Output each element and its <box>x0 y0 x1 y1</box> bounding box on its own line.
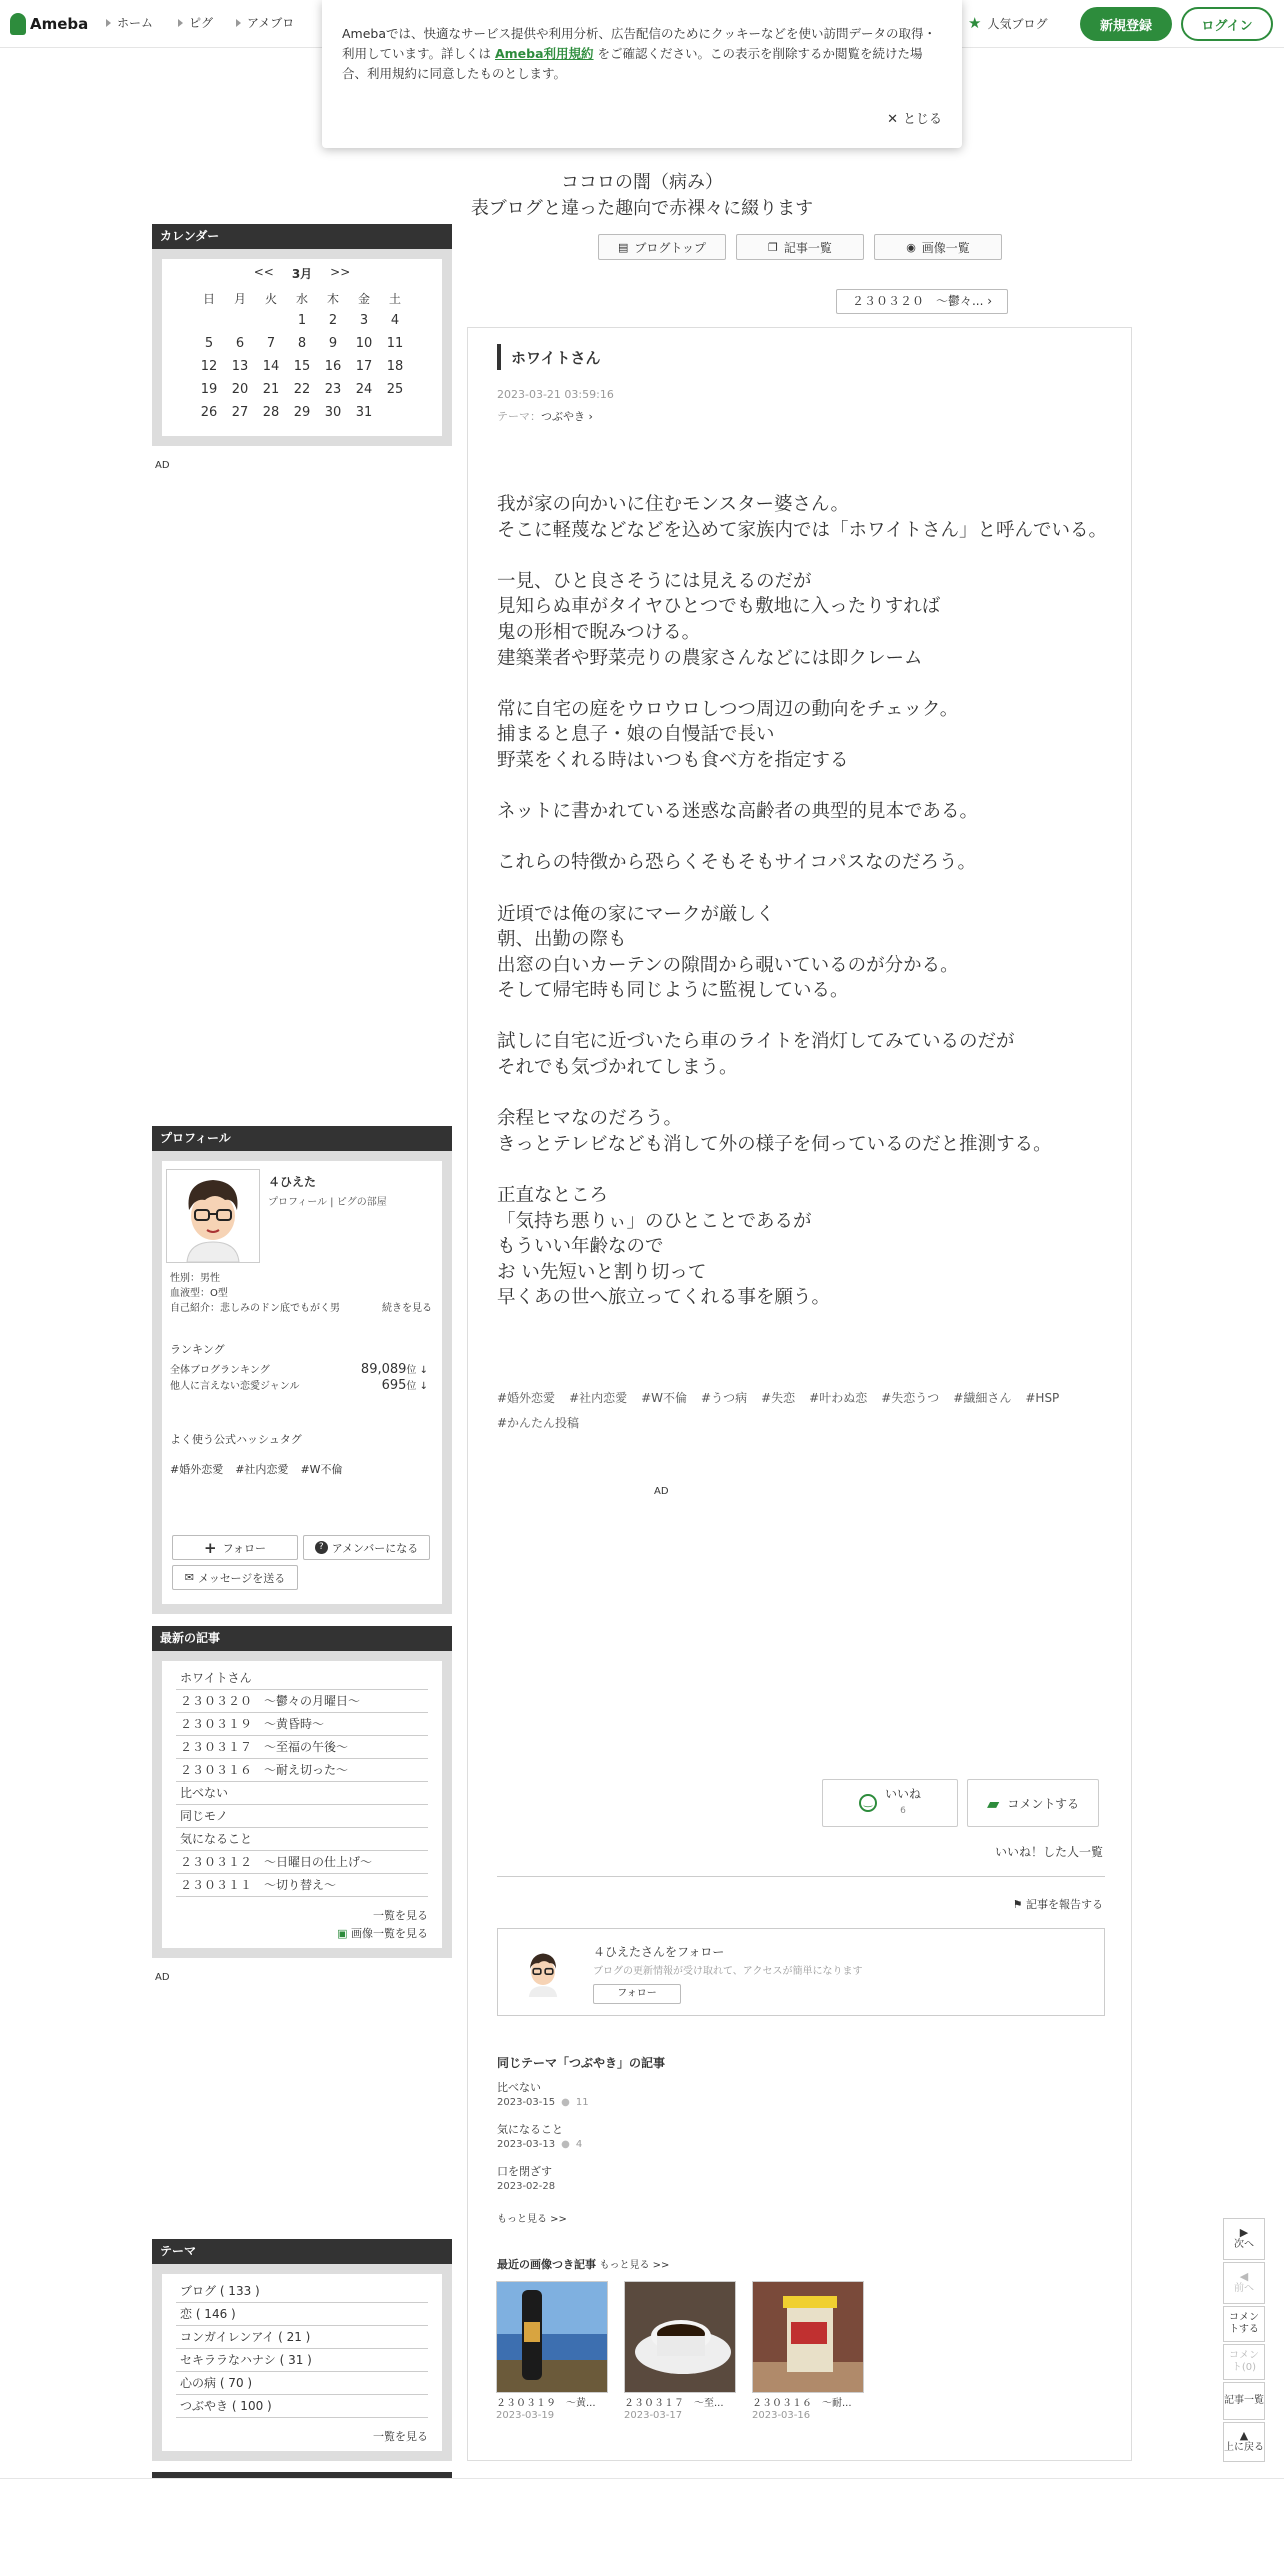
calendar-day[interactable]: 1 <box>297 313 307 328</box>
calendar-weekday: 木 <box>326 291 339 306</box>
prev-article-button[interactable] <box>836 289 1008 314</box>
nav-ameblo[interactable] <box>236 14 294 31</box>
calendar-day[interactable]: 13 <box>231 359 249 374</box>
latest-header: 最新の記事 <box>152 1626 452 1651</box>
calendar-day[interactable]: 29 <box>293 405 311 420</box>
rail-list-label: 記事一覧 <box>1224 2395 1264 2406</box>
latest-inner <box>162 1661 442 1948</box>
like-count-icon: ● <box>561 2139 570 2150</box>
profile-gender: 性別：男性 <box>170 1273 220 1284</box>
star-icon: ★ <box>968 14 982 32</box>
cookie-text-1: Amebaでは、快適なサービス提供や利用分析、広告配信のためにクッキーなどを使い訪問データの取得・利用しています。詳しくは <box>342 26 937 61</box>
triangle-icon <box>106 19 111 27</box>
theme-link[interactable]: コンガイレンアイ ( 21 ) <box>176 2326 428 2349</box>
latest-article-link[interactable]: ２３０３１２ 〜日曜日の仕上げ〜 <box>176 1851 428 1874</box>
login-button[interactable]: ログイン <box>1181 7 1273 41</box>
rank1-unit: 位 <box>406 1365 417 1376</box>
profile-blood: 血液型：O型 <box>170 1288 228 1299</box>
profile-hashtag[interactable]: #婚外恋愛 <box>170 1463 224 1476</box>
hashtag-title: よく使う公式ハッシュタグ <box>170 1433 302 1446</box>
calendar-box <box>152 224 452 446</box>
message-button[interactable] <box>172 1565 298 1590</box>
rank2-unit: 位 <box>406 1381 417 1392</box>
blog-title[interactable]: ココロの闇（病み） <box>561 172 723 193</box>
same-theme-date: 2023-03-15 <box>497 2097 556 2108</box>
calendar-day[interactable]: 18 <box>386 359 404 374</box>
article-tags <box>497 1386 1109 1436</box>
theme-list <box>176 2280 428 2418</box>
nav-popular-blog[interactable] <box>968 14 1047 32</box>
article-paragraph: ネットに書かれている迷惑な高齢者の典型的見本である。 <box>497 801 979 823</box>
article-paragraph: 近頃では俺の家にマークが厳しく 朝、出勤の際も 出窓の白いカーテンの隙間から覗いているのが分かる。 そして帰宅時も同じように監視している。 <box>497 903 959 1002</box>
calendar-table <box>194 287 411 424</box>
calendar-day[interactable]: 30 <box>324 405 342 420</box>
latest-article-link[interactable]: 同じモノ <box>176 1805 428 1828</box>
rank1-label: 全体ブログランキング <box>170 1365 270 1376</box>
article-card <box>467 327 1132 2461</box>
rank2-label: 他人に言えない恋愛ジャンル <box>170 1381 300 1392</box>
latest-article-link[interactable]: ２３０３１９ 〜黄昏時〜 <box>176 1713 428 1736</box>
theme-link[interactable]: セキララなハナシ ( 31 ) <box>176 2349 428 2372</box>
calendar-month: 3月 <box>291 267 313 281</box>
recent-image-title[interactable]: ２３０３１９ 〜黄... <box>496 2398 596 2409</box>
recent-image-date: 2023-03-16 <box>752 2410 811 2421</box>
rail-prev-label: 前へ <box>1234 2283 1254 2294</box>
recent-image-thumb[interactable] <box>624 2281 736 2393</box>
calendar-day[interactable]: 28 <box>262 405 280 420</box>
image-list-button[interactable] <box>874 234 1002 260</box>
latest-images-link[interactable]: 画像一覧を見る <box>351 1927 428 1940</box>
calendar-day <box>225 309 256 332</box>
themes-box <box>152 2239 452 2461</box>
latest-article-link[interactable]: ２３０３１６ 〜耐え切った〜 <box>176 1759 428 1782</box>
rail-comment-label: コメントする <box>1229 2312 1259 2335</box>
same-theme-count: 4 <box>575 2139 583 2150</box>
same-theme-title: 同じテーマ「つぶやき」の記事 <box>497 2056 666 2070</box>
rail-article-list[interactable] <box>1223 2382 1265 2420</box>
follow-label: フォロー <box>222 1541 267 1555</box>
calendar-day[interactable]: 10 <box>355 336 373 351</box>
play-icon: ▶ <box>1239 2226 1249 2239</box>
message-label: メッセージを送る <box>197 1571 286 1585</box>
comment-button[interactable] <box>967 1779 1099 1827</box>
themes-header: テーマ <box>152 2239 452 2264</box>
image-icon: ▣ <box>337 1927 348 1940</box>
calendar-day[interactable]: 23 <box>324 382 342 397</box>
calendar-day[interactable]: 21 <box>262 382 280 397</box>
image-list-label: 画像一覧 <box>921 240 970 255</box>
like-button[interactable] <box>822 1779 958 1827</box>
article-paragraph: 一見、ひと良さそうには見えるのだが 見知らぬ車がタイヤひとつでも敷地に入ったりすれば 鬼の形相で睨みつける。 建築業者や野菜売りの農家さんなどには即クレーム <box>497 570 941 669</box>
comment-icon: ▰ <box>987 1793 1000 1813</box>
like-count-icon: ● <box>561 2097 570 2108</box>
follow-button[interactable] <box>172 1535 298 1560</box>
rail-next-button[interactable] <box>1223 2218 1265 2260</box>
calendar-day[interactable]: 4 <box>390 313 400 328</box>
amember-button[interactable] <box>303 1535 430 1560</box>
calendar-weekday: 土 <box>388 291 401 306</box>
recent-image-title[interactable]: ２３０３１６ 〜耐... <box>752 2398 852 2409</box>
calendar-day[interactable]: 24 <box>355 382 373 397</box>
avatar-illustration-icon <box>167 1170 259 1262</box>
calendar-day[interactable]: 25 <box>386 382 404 397</box>
profile-box <box>152 1126 452 1614</box>
dessert-photo-icon <box>753 2282 863 2392</box>
recent-images-title: 最近の画像つき記事 <box>497 2258 596 2271</box>
calendar-day[interactable]: 7 <box>266 336 276 351</box>
calendar-day[interactable]: 8 <box>297 336 307 351</box>
calendar-day[interactable]: 3 <box>359 313 369 328</box>
article-paragraph: 試しに自宅に近づいたら車のライトを消灯してみているのだが それでも気づかれてしまう。 <box>497 1031 1015 1079</box>
themes-inner <box>162 2274 442 2451</box>
recent-image-date: 2023-03-19 <box>496 2410 555 2421</box>
copy-icon: ❐ <box>768 240 778 254</box>
calendar-next-link[interactable]: >> <box>330 265 351 279</box>
rank1-value[interactable]: 89,089 <box>360 1362 407 1377</box>
nav-home[interactable] <box>106 14 153 31</box>
logo-text: Ameba <box>30 15 89 33</box>
cookie-text <box>342 24 940 84</box>
profile-inner: ４ひえた プロフィール | ピグの部屋 性別：男性 血液型：O型 自己紹介：悲しみのドン底でもがく男 続きを見る ランキング 全体ブログランキング 89,089位 ↓ 他人に言えない恋愛ジャンル 695位 ↓ よく使う公式ハッシュタグ #婚外恋愛 #社内恋愛 #W不倫 + フォロー ? アメンバーになる ✉ メッセージを送る <box>162 1161 442 1604</box>
article-body <box>497 492 1107 1337</box>
profile-hashtag[interactable]: #W不倫 <box>300 1463 343 1476</box>
ranking-label: ランキング <box>170 1343 225 1356</box>
rail-next-label: 次へ <box>1234 2239 1254 2250</box>
calendar-day[interactable]: 22 <box>293 382 311 397</box>
calendar-day[interactable]: 20 <box>231 382 249 397</box>
arrow-up-icon: ▲ <box>1239 2429 1249 2442</box>
amember-icon: ? <box>315 1541 328 1554</box>
same-theme-list <box>497 2080 797 2206</box>
ad-label: AD <box>155 460 170 471</box>
calendar-day[interactable]: 9 <box>328 336 338 351</box>
rail-comment-count[interactable] <box>1223 2344 1265 2380</box>
calendar-day[interactable]: 15 <box>293 359 311 374</box>
recent-image-title[interactable]: ２３０３１７ 〜至... <box>624 2398 724 2409</box>
hashtag-link[interactable]: #失恋うつ <box>881 1391 940 1405</box>
latest-article-link[interactable]: ２３０３２０ 〜鬱々の月曜日〜 <box>176 1690 428 1713</box>
blog-top-button[interactable] <box>598 234 726 260</box>
calendar-day <box>380 401 411 424</box>
footer-divider <box>0 2478 1284 2479</box>
calendar-weekday: 日 <box>202 291 215 306</box>
chevron-right-icon: › <box>588 410 593 423</box>
recent-image-thumb[interactable] <box>496 2281 608 2393</box>
smile-icon: ‿ <box>859 1794 877 1812</box>
calendar-day[interactable]: 16 <box>324 359 342 374</box>
latest-article-link[interactable]: ２３０３１７ 〜至福の午後〜 <box>176 1736 428 1759</box>
same-theme-item <box>497 2122 797 2152</box>
calendar-day[interactable]: 19 <box>200 382 218 397</box>
calendar-weekday: 火 <box>264 291 277 306</box>
calendar-day <box>256 309 287 332</box>
article-date: 2023-03-21 03:59:16 <box>497 388 614 401</box>
profile-more-link[interactable]: 続きを見る <box>382 1303 432 1314</box>
title-bar <box>497 344 501 370</box>
triangle-icon <box>178 19 183 27</box>
hashtag-link[interactable]: #繊細さん <box>953 1391 1012 1405</box>
calendar-day <box>194 309 225 332</box>
rail-top-label: 上に戻る <box>1224 2442 1264 2453</box>
ameba-logo[interactable] <box>10 10 88 38</box>
latest-article-link[interactable]: ２３０３１１ 〜切り替え〜 <box>176 1874 428 1897</box>
liked-users-link[interactable]: いいね！した人一覧 <box>994 1845 1103 1859</box>
sea-photo-icon <box>497 2282 607 2392</box>
same-theme-link[interactable]: 気になること <box>497 2123 563 2136</box>
rail-prev-button[interactable] <box>1223 2262 1265 2304</box>
same-theme-date: 2023-02-28 <box>497 2181 556 2192</box>
profile-intro: 自己紹介：悲しみのドン底でもがく男 <box>170 1303 340 1314</box>
calendar-weekday: 水 <box>295 291 308 306</box>
calendar-day[interactable]: 2 <box>328 313 338 328</box>
chevron-right-icon: › <box>987 294 993 308</box>
theme-link[interactable]: ブログ ( 133 ) <box>176 2280 428 2303</box>
calendar-weekday: 月 <box>233 291 246 306</box>
like-label: いいね <box>884 1787 921 1801</box>
follow-card-button[interactable]: フォロー <box>593 1984 681 2004</box>
hashtag-link[interactable]: #HSP <box>1025 1391 1060 1405</box>
hashtag-link[interactable]: #叶わぬ恋 <box>809 1391 868 1405</box>
profile-header: プロフィール <box>152 1126 452 1151</box>
hashtag-link[interactable]: #うつ病 <box>701 1391 748 1405</box>
article-title[interactable]: ホワイトさん <box>511 349 601 367</box>
theme-link[interactable]: 心の病 ( 70 ) <box>176 2372 428 2395</box>
arrow-down-icon: ↓ <box>419 1365 428 1376</box>
latest-article-link[interactable]: 比べない <box>176 1782 428 1805</box>
calendar-day[interactable]: 14 <box>262 359 280 374</box>
calendar-prev-link[interactable]: << <box>253 265 274 279</box>
triangle-icon <box>236 19 241 27</box>
camera-icon: ◉ <box>906 240 916 254</box>
close-icon: ✕ <box>887 112 898 127</box>
cookie-close-button[interactable] <box>887 110 942 130</box>
article-theme-link[interactable]: つぶやき <box>541 410 585 423</box>
nav-home-label: ホーム <box>117 16 154 30</box>
coffee-photo-icon <box>625 2282 735 2392</box>
avatar[interactable] <box>166 1169 260 1263</box>
amember-label: アメンバーになる <box>331 1541 419 1555</box>
avatar-illustration-icon <box>518 1947 568 1997</box>
recent-image-date: 2023-03-17 <box>624 2410 683 2421</box>
follow-card <box>497 1928 1105 2016</box>
same-theme-date: 2023-03-13 <box>497 2139 556 2150</box>
calendar-day[interactable]: 5 <box>204 336 214 351</box>
cookie-close-label: とじる <box>902 112 942 127</box>
calendar-weekday: 金 <box>357 291 370 306</box>
calendar-day[interactable]: 27 <box>231 405 249 420</box>
latest-article-link[interactable]: 気になること <box>176 1828 428 1851</box>
recent-images-more-link[interactable]: もっと見る >> <box>599 2260 670 2271</box>
follow-avatar[interactable] <box>518 1947 568 1997</box>
follow-card-title: ４ひえたさんをフォロー <box>593 1945 725 1959</box>
latest-more-link[interactable]: 一覧を見る <box>373 1909 428 1922</box>
nav-popular-label: 人気ブログ <box>987 16 1048 31</box>
ad-label: AD <box>654 1486 669 1497</box>
ameba-logo-icon <box>10 13 26 35</box>
hashtag-link[interactable]: #かんたん投稿 <box>497 1416 580 1430</box>
theme-link[interactable]: つぶやき ( 100 ) <box>176 2395 428 2418</box>
pig-room-link[interactable]: ピグの部屋 <box>336 1197 387 1208</box>
rail-comment-button[interactable] <box>1223 2306 1265 2342</box>
mail-icon: ✉ <box>184 1571 194 1584</box>
calendar-day[interactable]: 12 <box>200 359 218 374</box>
calendar-day[interactable]: 26 <box>200 405 218 420</box>
calendar-day[interactable]: 6 <box>235 336 245 351</box>
hashtag-link[interactable]: #W不倫 <box>641 1391 688 1405</box>
cookie-banner <box>322 0 962 148</box>
like-count: 6 <box>900 1806 906 1816</box>
calendar-day[interactable]: 11 <box>386 336 404 351</box>
latest-list <box>176 1667 428 1897</box>
rank2-value[interactable]: 695 <box>381 1378 407 1393</box>
same-theme-item <box>497 2164 797 2194</box>
same-theme-item <box>497 2080 797 2110</box>
same-theme-link[interactable]: 口を閉ざす <box>497 2165 552 2178</box>
article-list-label: 記事一覧 <box>783 240 832 255</box>
blog-subtitle: 表ブログと違った趣向で赤裸々に綴ります <box>470 198 814 219</box>
comment-label: コメントする <box>1007 1796 1079 1811</box>
same-theme-link[interactable]: 比べない <box>497 2081 541 2094</box>
article-paragraph: 正直なところ 「気持ち悪りぃ」のひとことであるが もういい年齢なので お い先短いと割り切って 早くあの世へ旅立ってくれる事を願う。 <box>497 1185 831 1309</box>
blog-top-label: ブログトップ <box>634 240 707 255</box>
theme-label: テーマ： <box>497 410 541 423</box>
divider <box>497 1876 1105 1877</box>
rail-comment-count-label: コメント(0) <box>1229 2350 1259 2373</box>
nav-pig-label: ピグ <box>189 16 214 30</box>
prev-article-label: ２３０３２０ 〜鬱々... <box>851 294 984 308</box>
nav-ameblo-label: アメブロ <box>247 16 295 30</box>
cookie-text-2: をご確認ください。この表示を削除するか閲覧を続けた場合、利用規約に同意したものとします。 <box>342 46 923 81</box>
report-label: 記事を報告する <box>1026 1898 1103 1911</box>
hashtag-link[interactable]: #失恋 <box>761 1391 796 1405</box>
latest-article-link[interactable]: ホワイトさん <box>176 1667 428 1690</box>
nav-pig[interactable] <box>178 14 213 31</box>
latest-articles-box <box>152 1626 452 1958</box>
document-icon: ▤ <box>617 240 629 254</box>
article-paragraph: これらの特徴から恐らくそもそもサイコパスなのだろう。 <box>497 852 976 874</box>
themes-more-link[interactable]: 一覧を見る <box>373 2430 428 2443</box>
flag-icon: ⚑ <box>1012 1898 1023 1911</box>
report-link[interactable] <box>1013 1896 1103 1912</box>
terms-link[interactable]: Ameba利用規約 <box>494 46 594 61</box>
article-list-button[interactable] <box>736 234 864 260</box>
plus-icon: + <box>203 1538 217 1557</box>
same-theme-more-link[interactable]: もっと見る >> <box>497 2214 567 2225</box>
profile-link[interactable]: プロフィール <box>268 1197 327 1208</box>
back-icon: ◀ <box>1239 2270 1249 2283</box>
rail-back-to-top[interactable] <box>1223 2422 1265 2462</box>
article-paragraph: 常に自宅の庭をウロウロしつつ周辺の動向をチェック。 捕まると息子・娘の自慢話で長い 野菜をくれる時はいつも食べ方を指定する <box>497 698 959 771</box>
theme-link[interactable]: 恋 ( 146 ) <box>176 2303 428 2326</box>
profile-name[interactable]: ４ひえた <box>268 1175 317 1189</box>
calendar-day[interactable]: 17 <box>355 359 373 374</box>
article-paragraph: 余程ヒマなのだろう。 きっとテレビなども消して外の様子を伺っているのだと推測する。 <box>497 1108 1052 1155</box>
arrow-down-icon: ↓ <box>419 1381 428 1392</box>
article-paragraph: 我が家の向かいに住むモンスター婆さん。 そこに軽蔑などなどを込めて家族内では「ホワイトさん」と呼んでいる。 <box>497 494 1107 541</box>
hashtag-link[interactable]: #社内恋愛 <box>569 1391 628 1405</box>
same-theme-count: 11 <box>575 2097 589 2108</box>
hashtag-link[interactable]: #婚外恋愛 <box>497 1391 556 1405</box>
signup-button[interactable]: 新規登録 <box>1080 7 1172 41</box>
calendar-inner <box>162 259 442 436</box>
follow-card-desc: ブログの更新情報が受け取れて、アクセスが簡単になります <box>593 1966 863 1977</box>
ad-label: AD <box>155 1972 170 1983</box>
recent-image-thumb[interactable] <box>752 2281 864 2393</box>
calendar-day[interactable]: 31 <box>355 405 373 420</box>
profile-hashtag[interactable]: #社内恋愛 <box>235 1463 289 1476</box>
calendar-header: カレンダー <box>152 224 452 249</box>
